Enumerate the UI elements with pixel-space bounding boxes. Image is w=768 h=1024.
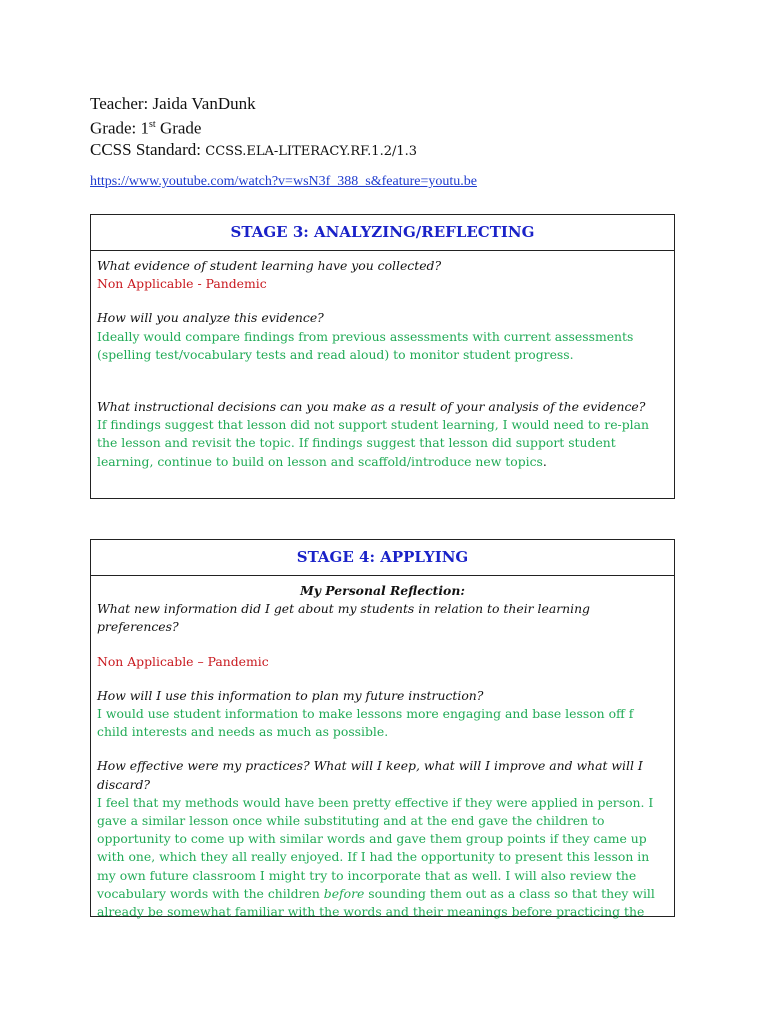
- video-link[interactable]: https://www.youtube.com/watch?v=wsN3f_388_s&feature=youtu.be: [90, 174, 477, 189]
- stage4-answer-effective-part1: I feel that my methods would have been pretty effective if they were applied in person. I gave a similar lesson once while substituting and at the end gave the children to opportunity to come up with similar words and gave them group points if they came up with one, which they all really enjoyed. If I had the opportunity to present this lesson in my own future classroom I might try to incorporate that as well. I will also review the vocabulary words with the children: [97, 794, 654, 901]
- stage3-answer-evidence: Non Applicable - Pandemic: [97, 276, 267, 292]
- stage3-question-evidence: What evidence of student learning have you collected?: [97, 258, 442, 273]
- stage3-question-analyze: How will you analyze this evidence?: [97, 310, 324, 326]
- grade-prefix: Grade: 1: [90, 118, 150, 138]
- stage4-answer-newinfo: Non Applicable – Pandemic: [97, 653, 269, 669]
- stage3-answer-decisions: [97, 416, 668, 471]
- stage4-answer-effective-part2: sounding them out as a class so that they will already be somewhat familiar with the words and their meanings before practicing the: [97, 885, 655, 920]
- stage4-answer-plan: I would use student information to make lessons more engaging and base lesson off f child interests and needs as much as possible.: [97, 706, 634, 740]
- stage4-box: [90, 539, 675, 920]
- stage3-box: [90, 214, 675, 499]
- grade-ordinal: st: [149, 119, 156, 130]
- stage3-answer-decisions-text: If findings suggest that lesson did not support student learning, I would need to re-plan the lesson and revisit the topic. If findings suggest that lesson did support student learning, continue to build on lesson and scaffold/introduce new topics: [97, 417, 649, 469]
- stage3-body: [91, 251, 674, 471]
- stage3-question-decisions: What instructional decisions can you make as a result of your analysis of the evidence?: [97, 399, 646, 415]
- document-header: [90, 93, 417, 162]
- teacher-line: Teacher: Jaida VanDunk: [90, 94, 256, 113]
- standard-code: CCSS.ELA-LITERACY.RF.1.2/1.3: [205, 143, 418, 159]
- grade-line: [90, 114, 417, 139]
- stage3-answer-analyze: Ideally would compare findings from previous assessments with current assessments (spelling test/vocabulary tests and read aloud) to monitor student progress.: [97, 328, 634, 362]
- stage3-answer-decisions-end: .: [542, 453, 547, 469]
- stage3-title: STAGE 3: ANALYZING/REFLECTING: [91, 215, 674, 251]
- stage4-body: [91, 576, 674, 921]
- stage4-question-plan: How will I use this information to plan my future instruction?: [97, 687, 484, 703]
- grade-suffix: Grade: [155, 118, 202, 138]
- stage4-question-newinfo: What new information did I get about my students in relation to their learning preferences?: [97, 601, 590, 635]
- stage4-answer-effective: [97, 794, 668, 921]
- stage4-question-effective: How effective were my practices? What will I keep, what will I improve and what will I discard?: [97, 758, 643, 792]
- stage4-answer-effective-italic: before: [323, 885, 365, 901]
- standard-line: [90, 139, 417, 162]
- stage4-title: STAGE 4: APPLYING: [91, 540, 674, 576]
- stage4-subtitle: My Personal Reflection:: [300, 583, 465, 598]
- standard-label: CCSS Standard:: [90, 139, 206, 159]
